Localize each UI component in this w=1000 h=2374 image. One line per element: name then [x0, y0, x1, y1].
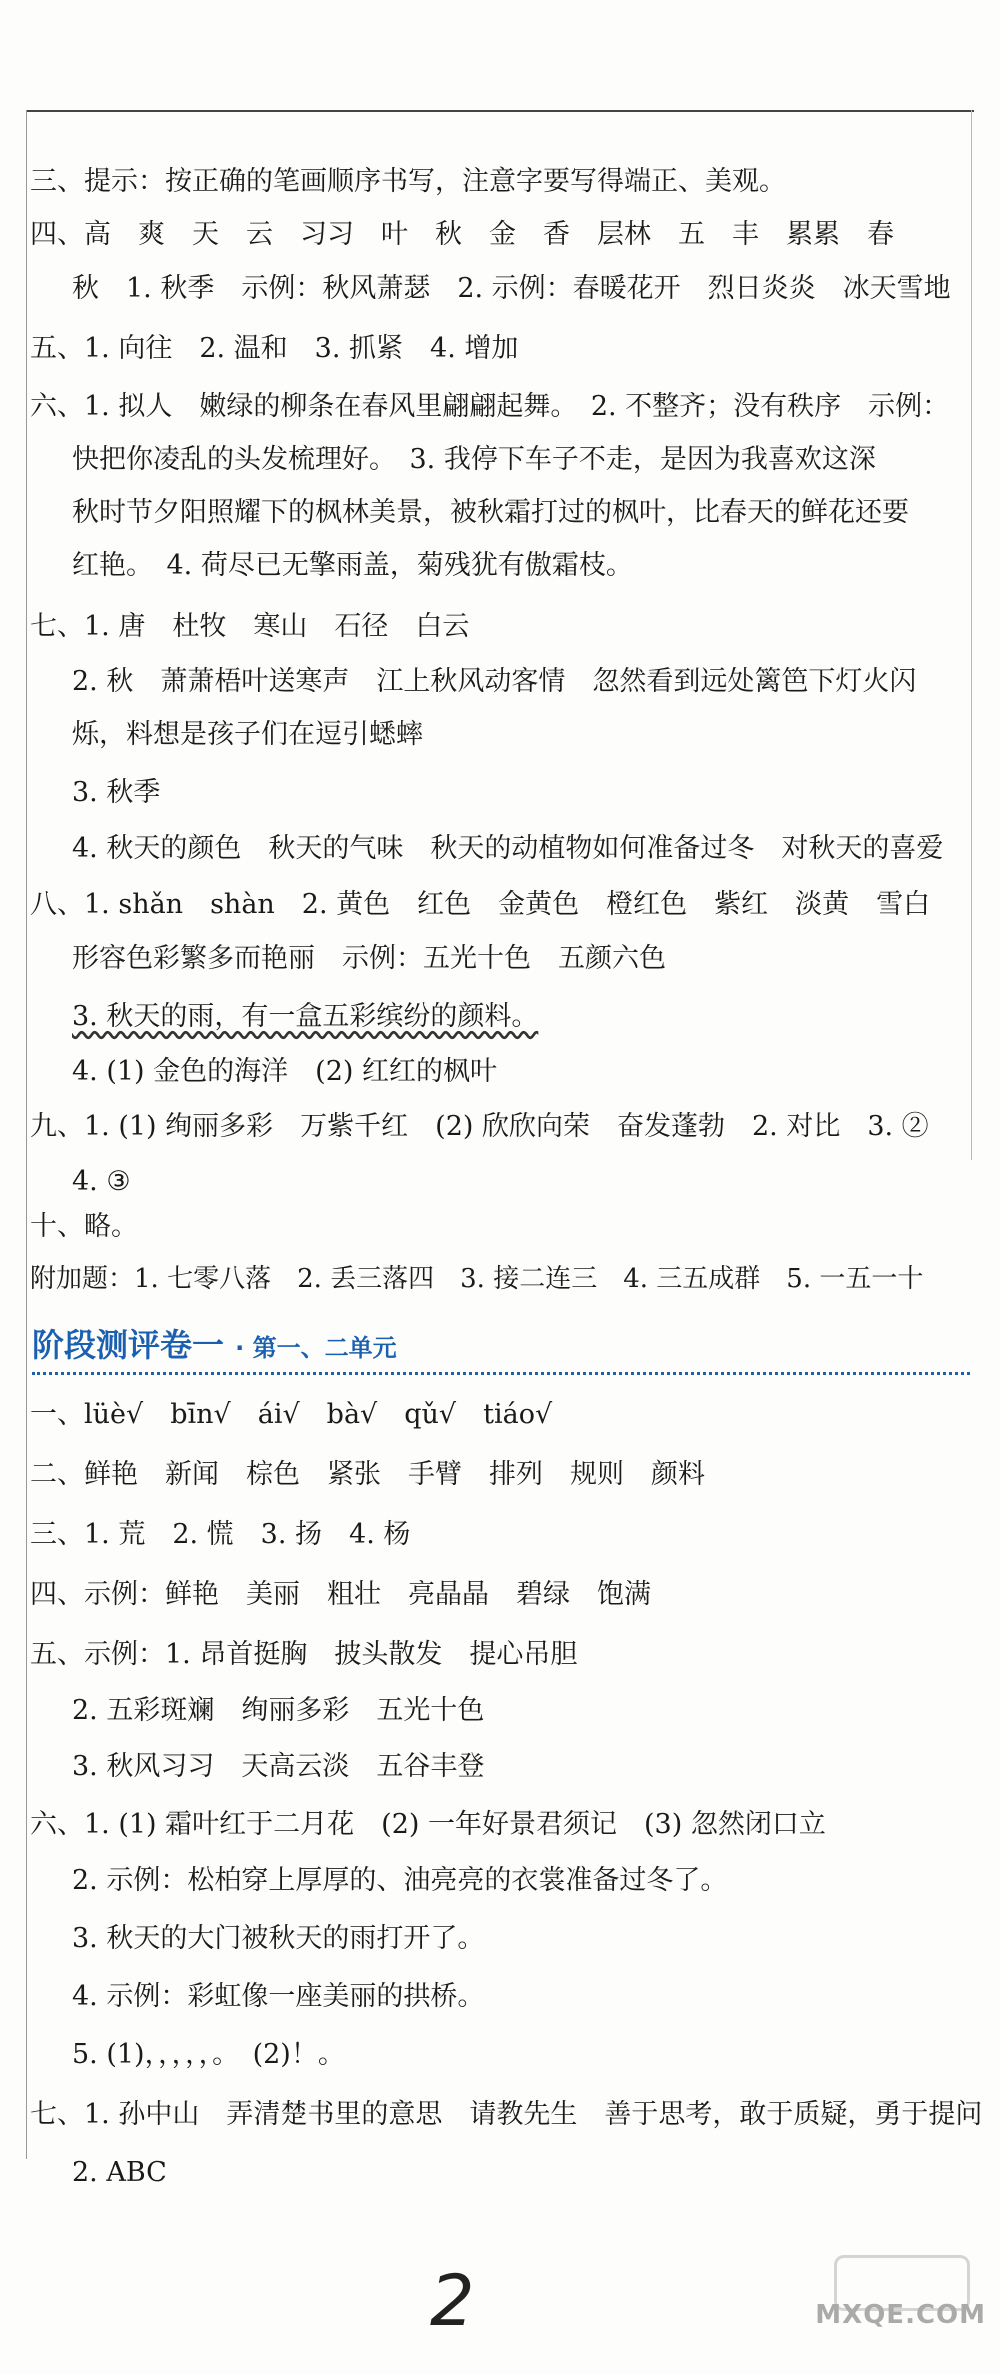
- bonus-line: 附加题：1. 七零八落 2. 丢三落四 3. 接二连三 4. 三五成群 5. 一五一十: [30, 1264, 924, 1294]
- test-line-6c: 3. 秋天的大门被秋天的雨打开了。: [72, 1923, 485, 1954]
- answer-line-3: 三、提示：按正确的笔画顺序书写，注意字要写得端正、美观。: [30, 166, 786, 197]
- section-title: [32, 1320, 397, 1366]
- answer-line-5: 五、1. 向往 2. 温和 3. 抓紧 4. 增加: [30, 333, 519, 364]
- test-line-5b: 2. 五彩斑斓 绚丽多彩 五光十色: [72, 1695, 485, 1726]
- answer-line-7b: 2. 秋 萧萧梧叶送寒声 江上秋风动客情 忽然看到远处篱笆下灯火闪: [72, 666, 917, 697]
- test-line-7a: 七、1. 孙中山 弄清楚书里的意思 请教先生 善于思考，敢于质疑，勇于提问: [30, 2099, 983, 2130]
- test-line-6e: 5. (1)，，，，，。 (2)！。: [72, 2039, 345, 2070]
- test-line-4: 四、示例：鲜艳 美丽 粗壮 亮晶晶 碧绿 饱满: [30, 1579, 651, 1610]
- answer-line-4b: 秋 1. 秋季 示例：秋风萧瑟 2. 示例：春暖花开 烈日炎炎 冰天雪地: [72, 273, 951, 304]
- test-line-6b: 2. 示例：松柏穿上厚厚的、油亮亮的衣裳准备过冬了。: [72, 1865, 728, 1896]
- answer-line-4a: 四、高 爽 天 云 习习 叶 秋 金 香 层林 五 丰 累累 春: [30, 219, 894, 250]
- answer-line-6a: 六、1. 拟人 嫩绿的柳条在春风里翩翩起舞。 2. 不整齐；没有秩序 示例：: [30, 391, 950, 422]
- test-line-7b: 2. ABC: [72, 2157, 167, 2188]
- answer-line-9b: 4. ③: [72, 1166, 131, 1197]
- answer-line-7a: 七、1. 唐 杜牧 寒山 石径 白云: [30, 611, 470, 642]
- test-line-5a: 五、示例：1. 昂首挺胸 披头散发 提心吊胆: [30, 1639, 578, 1670]
- answer-line-7d: 3. 秋季: [72, 777, 161, 808]
- answer-line-6c: 秋时节夕阳照耀下的枫林美景，被秋霜打过的枫叶，比春天的鲜花还要: [72, 497, 909, 528]
- right-rule: [971, 110, 972, 1160]
- answer-line-7c: 烁，料想是孩子们在逗引蟋蟀: [72, 719, 423, 750]
- test-line-5c: 3. 秋风习习 天高云淡 五谷丰登: [72, 1751, 485, 1782]
- test-line-6d: 4. 示例：彩虹像一座美丽的拱桥。: [72, 1981, 485, 2012]
- section-divider: [32, 1372, 970, 1375]
- answer-line-8c: 3. 秋天的雨，有一盒五彩缤纷的颜料。: [72, 1001, 539, 1032]
- answer-line-8b: 形容色彩繁多而艳丽 示例：五光十色 五颜六色: [72, 943, 666, 974]
- section-subtitle: · 第一、二单元: [235, 1334, 397, 1362]
- test-line-1: 一、lüè√ bīn√ ái√ bà√ qǔ√ tiáo√: [30, 1399, 553, 1430]
- test-line-3: 三、1. 荒 2. 慌 3. 扬 4. 杨: [30, 1519, 411, 1550]
- test-line-2: 二、鲜艳 新闻 棕色 紧张 手臂 排列 规则 颜料: [30, 1459, 705, 1490]
- answer-line-10: 十、略。: [30, 1211, 138, 1242]
- answer-line-9a: 九、1. (1) 绚丽多彩 万紫千红 (2) 欣欣向荣 奋发蓬勃 2. 对比 3. ②: [30, 1111, 929, 1142]
- watermark-text: MXQE.COM: [815, 2300, 986, 2330]
- answer-line-8a: 八、1. shǎn shàn 2. 黄色 红色 金黄色 橙红色 紫红 淡黄 雪白: [30, 889, 931, 920]
- page-number: 2: [430, 2260, 475, 2342]
- test-line-6a: 六、1. (1) 霜叶红于二月花 (2) 一年好景君须记 (3) 忽然闭口立: [30, 1809, 826, 1840]
- section-title-main: 阶段测评卷一: [32, 1326, 225, 1364]
- top-rule: [26, 110, 974, 112]
- left-rule: [26, 110, 27, 2159]
- answer-line-6b: 快把你凌乱的头发梳理好。 3. 我停下车子不走，是因为我喜欢这深: [72, 444, 876, 475]
- answer-line-6d: 红艳。 4. 荷尽已无擎雨盖，菊残犹有傲霜枝。: [72, 550, 633, 581]
- answer-line-8d: 4. (1) 金色的海洋 (2) 红红的枫叶: [72, 1056, 497, 1087]
- answer-line-7e: 4. 秋天的颜色 秋天的气味 秋天的动植物如何准备过冬 对秋天的喜爱: [72, 833, 944, 864]
